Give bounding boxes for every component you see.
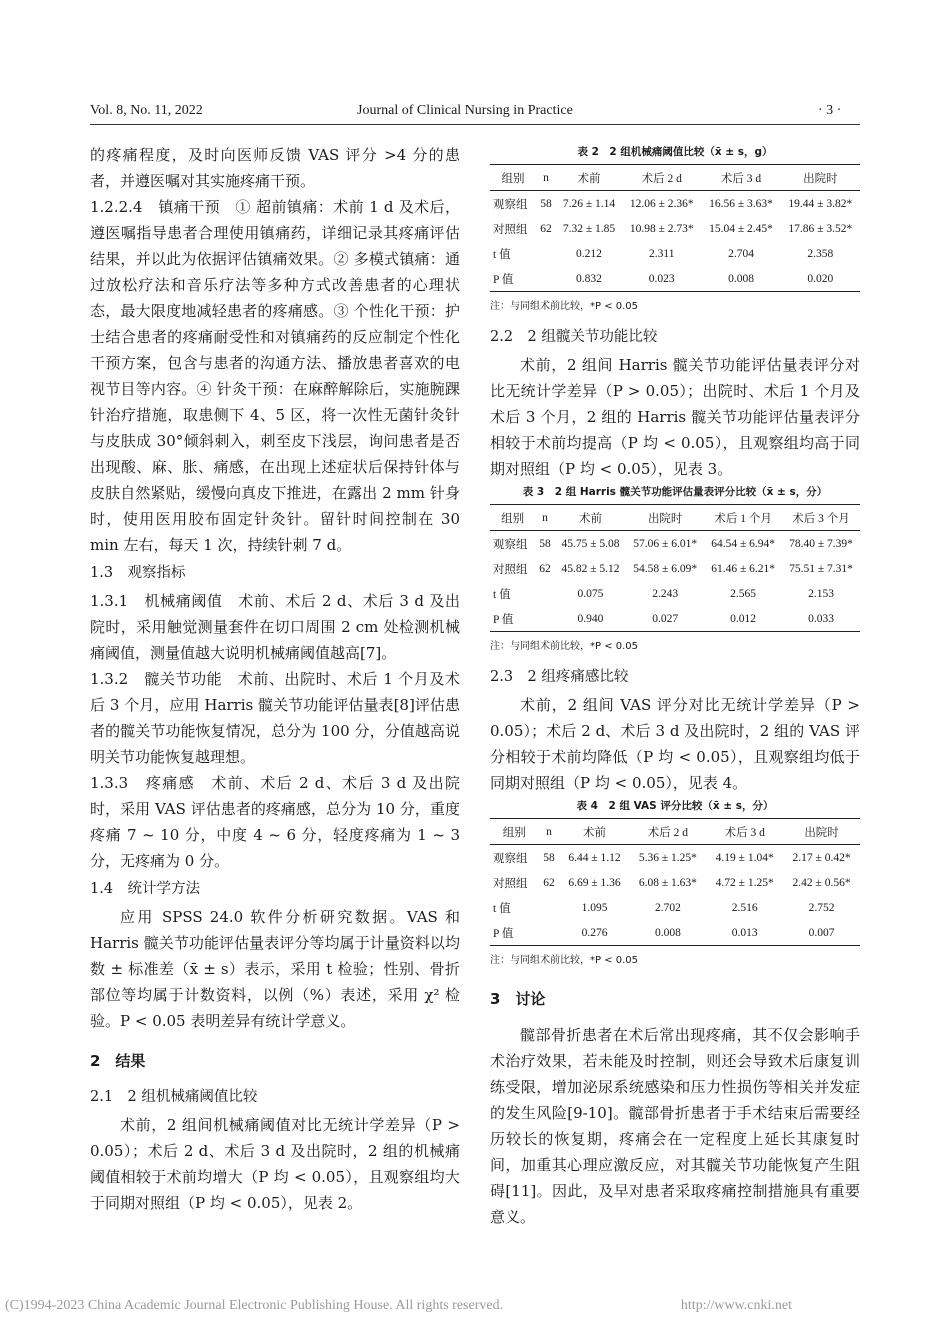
table-row [490, 606, 860, 632]
table-cell [539, 895, 560, 920]
table-row [490, 241, 860, 266]
paragraph-1-3-2: 1.3.2 髋关节功能 术前、出院时、术后 1 个月及术后 3 个月，应用 Harris 髋关节功能评估量表[8]评估患者的髋关节功能恢复情况，总分为 100 分，分值越高说明关节功能恢复越理想。 [90, 670, 460, 766]
table-row [490, 845, 860, 871]
table-3-note: 注：与同组术前比较，*P < 0.05 [490, 641, 639, 652]
table-cell: 对照组 [493, 877, 528, 890]
paragraph-2-3: 术前，2 组间 VAS 评分对比无统计学差异（P > 0.05）；术后 2 d、术后 3 d 及出院时，2 组的 VAS 评分相较于术前均降低（P 均 < 0.05），且观察组均低于同期对照组（P 均 < 0.05），见表 4。 [490, 696, 860, 792]
table-cell: 0.075 [577, 587, 604, 600]
table-header-cell: 术后 3 d [724, 826, 765, 839]
table-header-cell: 组别 [501, 172, 525, 185]
paragraph-2-2: 术前，2 组间 Harris 髋关节功能评估量表评分对比无统计学差异（P > 0.05）；出院时、术后 1 个月及术后 3 个月，2 组的 Harris 髋关节功能评估量表评分相较于术前均提高（P 均 < 0.05），且观察组均高于同期对照组（P 均 < 0.05），见表 3。 [490, 356, 860, 478]
table-cell: 2.358 [807, 247, 834, 260]
table-header-cell: 术前 [577, 172, 601, 185]
table-header-cell: 术前 [578, 512, 602, 525]
table-cell: 2.311 [649, 247, 675, 260]
paragraph-discussion: 髋部骨折患者在术后常出现疼痛，其不仅会影响手术治疗效果，若未能及时控制，则还会导致术后康复训练受限，增加泌尿系统感染和压力性损伤等相关并发症的发生风险[9-10]。髋部骨折患者于手术结束后需要经历较长的恢复期，疼痛会在一定程度上延长其康复时间，加重其心理应激反应，对其髋关节功能恢复产生阻碍[11]。因此，及早对患者采取疼痛控制措施具有重要意义。 [490, 1026, 860, 1226]
table-cell: 62 [540, 222, 552, 235]
table-row [490, 920, 860, 946]
section-heading-results: 2 结果 [90, 1052, 146, 1070]
section-heading-2-2: 2.2 2 组髋关节功能比较 [490, 329, 658, 345]
table-cell: 0.013 [731, 926, 758, 939]
table-2 [490, 164, 860, 292]
table-cell: P 值 [493, 613, 514, 626]
table-cell: 54.58 ± 6.09* [633, 562, 698, 575]
table-row [490, 581, 860, 606]
table-cell: 6.44 ± 1.12 [568, 851, 621, 864]
table-cell: 1.095 [581, 901, 608, 914]
table-header-cell: 组别 [502, 826, 526, 839]
table-header-cell: 出院时 [803, 172, 838, 185]
table-header-cell: 出院时 [804, 826, 839, 839]
running-header-journal: Journal of Clinical Nursing in Practice [357, 103, 573, 118]
table-cell [539, 920, 560, 946]
table-cell: 2.565 [730, 587, 757, 600]
table-cell [535, 606, 555, 632]
table-header-cell: 出院时 [647, 512, 683, 525]
table-2-caption: 表 2 2 组机械痛阈值比较（x̄ ± s，g） [577, 146, 773, 158]
running-header-volume: Vol. 8, No. 11, 2022 [90, 103, 203, 118]
table-cell: 0.276 [581, 926, 608, 939]
paragraph-2-1: 术前，2 组间机械痛阈值对比无统计学差异（P > 0.05）；术后 2 d、术后 3 d 及出院时，2 组的机械痛阈值相较于术前均增大（P 均 < 0.05），且观察组均大于同期对照组（P 均 < 0.05），见表 2。 [90, 1116, 460, 1212]
table-cell: 0.023 [648, 272, 675, 285]
table-cell: 0.832 [576, 272, 602, 285]
table-cell: 6.08 ± 1.63* [638, 876, 697, 889]
table-cell: t 值 [493, 902, 511, 915]
table-cell: 2.702 [654, 901, 681, 914]
table-cell: 2.42 ± 0.56* [792, 876, 851, 889]
table-row [490, 191, 860, 217]
table-cell: t 值 [493, 248, 511, 261]
table-cell: 6.69 ± 1.36 [568, 876, 621, 889]
publisher-url: http://www.cnki.net [680, 1298, 792, 1313]
table-header-cell: 术后 3 个月 [792, 512, 850, 525]
table-4-note: 注：与同组术前比较，*P < 0.05 [490, 955, 639, 966]
table-cell: 0.020 [807, 272, 834, 285]
table-header-cell: 术后 2 d [647, 826, 688, 839]
table-cell: 10.98 ± 2.73* [629, 222, 694, 235]
table-cell: 2.153 [808, 587, 834, 600]
copyright-notice: (C)1994-2023 China Academic Journal Electronic Publishing House. All rights reserved. [5, 1298, 504, 1313]
table-cell: 62 [539, 562, 551, 575]
table-cell: 0.940 [577, 612, 604, 625]
table-row [490, 216, 860, 241]
table-cell: 78.40 ± 7.39* [789, 537, 853, 550]
table-cell: 0.007 [808, 926, 835, 939]
table-cell: 58 [539, 537, 551, 550]
table-cell: 19.44 ± 3.82* [788, 197, 853, 210]
table-2-note: 注：与同组术前比较，*P < 0.05 [490, 301, 639, 312]
table-cell: 64.54 ± 6.94* [711, 537, 775, 550]
header-rule [90, 124, 860, 125]
table-3 [490, 504, 860, 632]
paragraph-analgesia: 1.2.2.4 镇痛干预 ① 超前镇痛：术前 1 d 及术后，遵医嘱指导患者合理使用镇痛药，详细记录其疼痛评估结果，并以此为依据评估镇痛效果。② 多模式镇痛：通过放松疗法和音乐疗法等多种方式改善患者的心理状态，最大限度地减轻患者的疼痛感。③ 个性化干预：护士结合患者的疼痛耐受性和对镇痛药的反应制定个性化干预方案，包含与患者的沟通方法、播放患者喜欢的电视节目等内容。④ 针灸干预：在麻醉解除后，实施腕踝针治疗措施，取患侧下 4、5 区，将一次性无菌针灸针与皮肤成 30°倾斜刺入，刺至皮下浅层，询问患者是否出现酸、麻、胀、痛感，在出现上述症状后保持针体与皮肤自然紧贴，缓慢向真皮下推进，在露出 2 mm 针身时，使用医用胶布固定针灸针。留针时间控制在 30 min 左右，每天 1 次，持续针刺 7 d。 [90, 198, 460, 554]
table-cell: 2.752 [808, 901, 835, 914]
table-cell: 61.46 ± 6.21* [711, 562, 775, 575]
table-cell: 0.212 [576, 247, 602, 260]
table-row [490, 531, 860, 557]
table-cell: 5.36 ± 1.25* [638, 851, 697, 864]
table-cell: 7.26 ± 1.14 [562, 197, 616, 210]
table-cell: 4.72 ± 1.25* [715, 876, 774, 889]
table-3-caption: 表 3 2 组 Harris 髋关节功能评估量表评分比较（x̄ ± s，分） [522, 486, 828, 498]
table-cell: 75.51 ± 7.31* [789, 562, 853, 575]
table-cell: 16.56 ± 3.63* [709, 197, 773, 210]
paragraph-1-3-3: 1.3.3 疼痛感 术前、术后 2 d、术后 3 d 及出院时，采用 VAS 评估患者的疼痛感，总分为 10 分，重度疼痛 7 ~ 10 分，中度 4 ~ 6 分，轻度疼痛为 1 ~ 3 分，无疼痛为 0 分。 [90, 774, 460, 870]
table-cell: 4.19 ± 1.04* [715, 851, 774, 864]
table-row [490, 895, 860, 920]
table-cell [536, 266, 556, 292]
section-heading-2-1: 2.1 2 组机械痛阈值比较 [90, 1089, 258, 1105]
table-cell: 对照组 [493, 223, 528, 236]
table-row [490, 266, 860, 292]
table-cell: P 值 [493, 273, 514, 286]
table-cell: 0.008 [654, 926, 681, 939]
table-header-cell: 术前 [583, 826, 606, 839]
table-cell: 0.012 [730, 612, 757, 625]
table-4 [490, 818, 860, 946]
table-row [490, 556, 860, 581]
table-cell: 2.243 [652, 587, 679, 600]
table-cell: 45.75 ± 5.08 [561, 537, 620, 550]
table-header-cell: n [546, 825, 552, 838]
table-cell: 对照组 [493, 563, 528, 576]
section-heading-1-3: 1.3 观察指标 [90, 565, 186, 581]
page-number: · 3 · [818, 103, 842, 118]
table-header-cell: 组别 [501, 512, 525, 525]
table-cell: P 值 [493, 927, 514, 940]
table-row [490, 870, 860, 895]
table-cell: 45.82 ± 5.12 [561, 562, 620, 575]
table-cell: 58 [540, 197, 552, 210]
table-4-caption: 表 4 2 组 VAS 评分比较（x̄ ± s，分） [576, 800, 774, 812]
table-cell: 7.32 ± 1.85 [562, 222, 616, 235]
table-cell: 0.008 [728, 272, 754, 285]
table-cell: 2.516 [731, 901, 758, 914]
table-cell: 15.04 ± 2.45* [709, 222, 773, 235]
table-cell: t 值 [493, 588, 511, 601]
table-cell: 58 [543, 851, 555, 864]
section-heading-2-3: 2.3 2 组疼痛感比较 [490, 669, 629, 685]
paragraph-1-3-1: 1.3.1 机械痛阈值 术前、术后 2 d、术后 3 d 及出院时，采用触觉测量套件在切口周围 2 cm 处检测机械痛阈值，测量值越大说明机械痛阈值越高[7]。 [90, 592, 460, 662]
table-cell [535, 581, 555, 606]
table-cell: 0.027 [652, 612, 679, 625]
table-header-cell: n [543, 171, 549, 184]
table-cell: 观察组 [493, 198, 528, 211]
table-cell: 观察组 [493, 538, 528, 551]
table-cell: 2.17 ± 0.42* [792, 851, 851, 864]
table-cell: 2.704 [728, 247, 754, 260]
table-cell: 观察组 [493, 852, 528, 865]
paragraph-statistics: 应用 SPSS 24.0 软件分析研究数据。VAS 和 Harris 髋关节功能评估量表评分等均属于计量资料以均数 ± 标准差（x̄ ± s）表示，采用 t 检验；性别、骨折部位等均属于计数资料，以例（%）表述，采用 χ² 检验。P < 0.05 表明差异有统计学意义。 [90, 908, 460, 1030]
table-cell: 62 [543, 876, 555, 889]
table-cell: 12.06 ± 2.36* [629, 197, 694, 210]
table-header-cell: 术后 3 d [720, 172, 762, 185]
table-cell [536, 241, 556, 266]
table-cell: 0.033 [808, 612, 834, 625]
paragraph: 的疼痛程度，及时向医师反馈 VAS 评分 >4 分的患者，并遵医嘱对其实施疼痛干预。 [90, 146, 460, 190]
section-heading-discussion: 3 讨论 [490, 990, 546, 1008]
right-column [490, 142, 860, 1230]
section-heading-1-4: 1.4 统计学方法 [90, 881, 201, 897]
table-cell: 57.06 ± 6.01* [633, 537, 698, 550]
table-header-cell: 术后 2 d [641, 172, 682, 185]
table-header-cell: 术后 1 个月 [714, 512, 772, 525]
left-column [90, 142, 460, 1216]
table-header-cell: n [542, 511, 548, 524]
table-cell: 17.86 ± 3.52* [788, 222, 853, 235]
